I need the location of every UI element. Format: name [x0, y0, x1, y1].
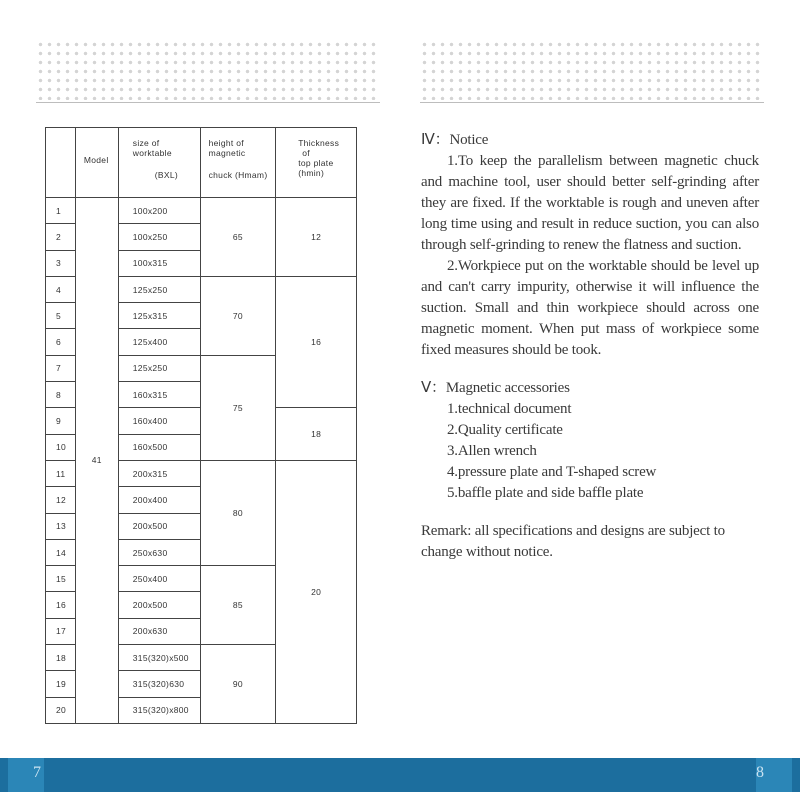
- size-value: 125x400: [118, 329, 200, 355]
- size-value: 200x500: [118, 513, 200, 539]
- height-value: 80: [200, 460, 276, 565]
- footer-bar: [0, 758, 800, 792]
- row-number: 1: [46, 198, 76, 224]
- header-number: [46, 128, 76, 198]
- row-number: 17: [46, 618, 76, 644]
- row-number: 2: [46, 224, 76, 250]
- size-value: 160x500: [118, 434, 200, 460]
- row-number: 18: [46, 645, 76, 671]
- page-number-right: 8: [756, 764, 764, 781]
- row-number: 6: [46, 329, 76, 355]
- spec-table: [45, 127, 357, 724]
- table-header-row: [46, 128, 357, 198]
- notice-paragraph: 1.To keep the parallelism between magnetic chuck and machine tool, user should better self-grinding after they are fixed. If the worktable is rough and uneven after long time using and result in reduce suction, you can also through self-grinding to renew the flatness and suction.: [421, 153, 759, 253]
- accessory-item: 2.Quality certificate: [447, 422, 563, 438]
- size-value: 250x400: [118, 566, 200, 592]
- header-height-line: height of: [208, 138, 244, 148]
- size-value: 125x250: [118, 355, 200, 381]
- row-number: 3: [46, 250, 76, 276]
- header-size: [118, 128, 200, 198]
- header-height-line: magnetic: [208, 148, 246, 158]
- header-model-label: Model: [83, 155, 109, 165]
- size-value: 100x250: [118, 224, 200, 250]
- notice-paragraph: 2.Workpiece put on the worktable should be level up and can't carry impurity, otherwise it will influence the suction. Small and thin workpiece should across one magnetic moment. When put mass of workpiece some fixed measures should be took.: [421, 258, 759, 358]
- header-thickness-line: of: [302, 148, 310, 158]
- notice-heading: Ⅳ：Notice: [421, 132, 489, 148]
- size-value: 200x500: [118, 592, 200, 618]
- size-value: 200x630: [118, 618, 200, 644]
- size-value: 315(320)x800: [118, 697, 200, 723]
- size-value: 125x315: [118, 303, 200, 329]
- remark-text: Remark: all specifications and designs are subject to change without notice.: [421, 523, 725, 560]
- row-number: 5: [46, 303, 76, 329]
- row-number: 11: [46, 460, 76, 486]
- header-model: [75, 128, 118, 198]
- header-thickness-line: Thickness: [298, 138, 340, 148]
- row-number: 13: [46, 513, 76, 539]
- size-value: 250x630: [118, 539, 200, 565]
- size-value: 160x315: [118, 382, 200, 408]
- header-rule-left: [36, 102, 380, 103]
- header-height: [200, 128, 276, 198]
- row-number: 20: [46, 697, 76, 723]
- row-number: 7: [46, 355, 76, 381]
- size-value: 315(320)x500: [118, 645, 200, 671]
- accessories-heading: Ⅴ：Magnetic accessories: [421, 380, 570, 396]
- model-value: 41: [75, 198, 118, 724]
- row-number: 14: [46, 539, 76, 565]
- thickness-value: 12: [276, 198, 357, 277]
- notice-text-block: [421, 130, 759, 563]
- height-value: 90: [200, 645, 276, 724]
- header-height-line: chuck (Hmam): [208, 170, 268, 180]
- thickness-value: 20: [276, 460, 357, 723]
- accessory-item: 3.Allen wrench: [447, 443, 537, 459]
- accessory-item: 4.pressure plate and T-shaped screw: [447, 464, 657, 480]
- row-number: 10: [46, 434, 76, 460]
- thickness-value: 16: [276, 276, 357, 407]
- row-number: 8: [46, 382, 76, 408]
- header-rule-right: [420, 102, 764, 103]
- row-number: 12: [46, 487, 76, 513]
- size-value: 125x250: [118, 276, 200, 302]
- size-value: 160x400: [118, 408, 200, 434]
- height-value: 75: [200, 355, 276, 460]
- row-number: 19: [46, 671, 76, 697]
- size-value: 200x315: [118, 460, 200, 486]
- table-row: [46, 198, 357, 224]
- row-number: 16: [46, 592, 76, 618]
- page-number-left: 7: [33, 764, 41, 781]
- row-number: 4: [46, 276, 76, 302]
- header-size-line: (BXL): [154, 170, 178, 180]
- dot-pattern-left: [36, 40, 380, 100]
- size-value: 100x200: [118, 198, 200, 224]
- size-value: 200x400: [118, 487, 200, 513]
- height-value: 70: [200, 276, 276, 355]
- dot-pattern-right: [420, 40, 764, 100]
- row-number: 9: [46, 408, 76, 434]
- header-size-line: worktable: [132, 148, 172, 158]
- thickness-value: 18: [276, 408, 357, 461]
- header-thickness-line: top plate: [298, 158, 334, 168]
- height-value: 85: [200, 566, 276, 645]
- header-thickness: [276, 128, 357, 198]
- height-value: 65: [200, 198, 276, 277]
- header-thickness-line: (hmin): [298, 168, 325, 178]
- header-size-line: size of: [132, 138, 160, 148]
- size-value: 100x315: [118, 250, 200, 276]
- accessory-item: 5.baffle plate and side baffle plate: [447, 485, 644, 501]
- accessory-item: 1.technical document: [447, 401, 572, 417]
- row-number: 15: [46, 566, 76, 592]
- size-value: 315(320)630: [118, 671, 200, 697]
